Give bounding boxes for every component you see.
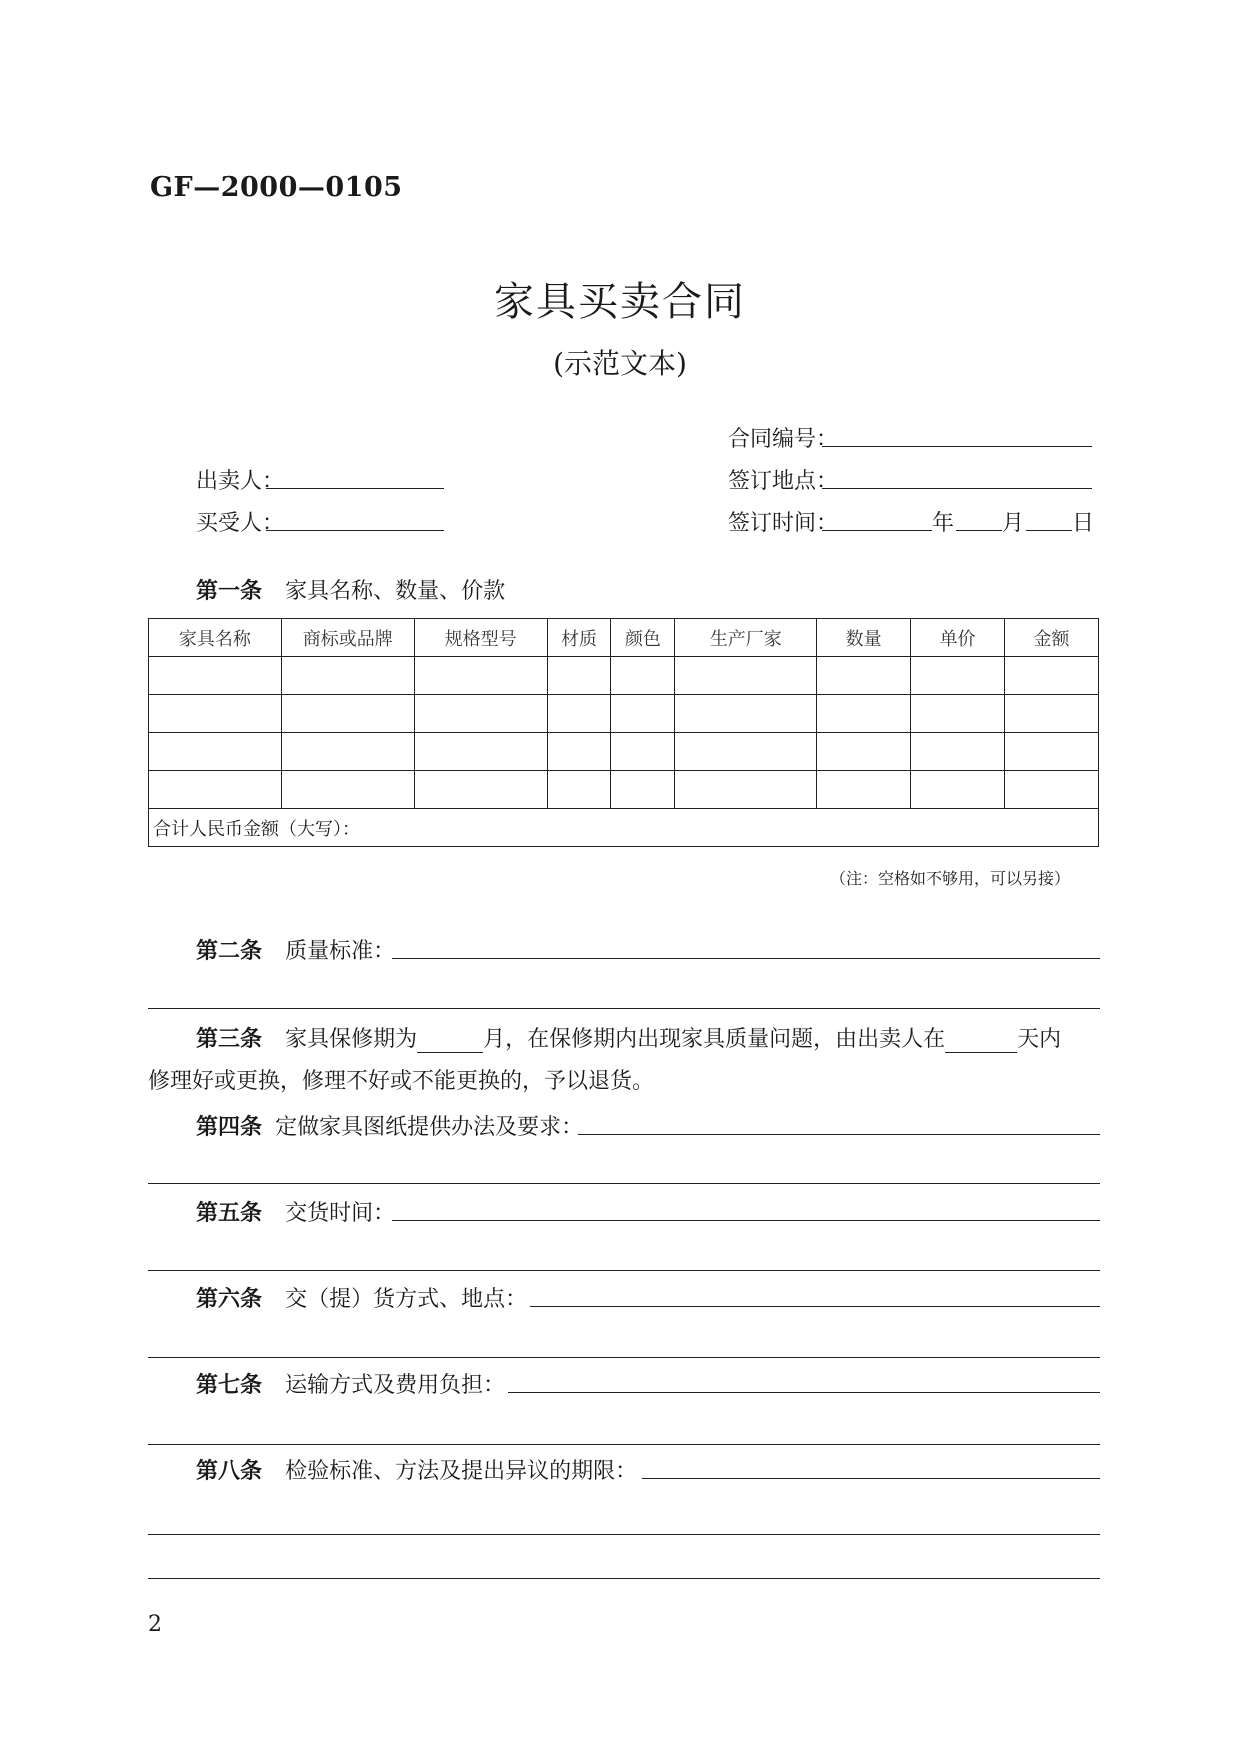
article-3-text-d: 修理好或更换，修理不好或不能更换的，予以退货。: [148, 1069, 655, 1094]
article-4-text: 定做家具图纸提供办法及要求：: [275, 1115, 584, 1140]
article-5-text: 交货时间：: [285, 1201, 396, 1226]
seller-label: 出卖人：: [196, 469, 285, 494]
table-header-cell: 商标或品牌: [281, 619, 414, 657]
table-cell[interactable]: [675, 657, 817, 695]
table-cell[interactable]: [414, 771, 547, 809]
article-5-label: 第五条: [196, 1200, 263, 1226]
page-number: 2: [148, 1612, 162, 1637]
table-row: [149, 695, 1099, 733]
article-4-blank[interactable]: [578, 1134, 1100, 1135]
year-label: 年: [932, 511, 955, 536]
sign-place-blank[interactable]: [822, 488, 1092, 489]
table-cell[interactable]: [1005, 657, 1099, 695]
goods-table: [148, 618, 1099, 847]
table-cell[interactable]: [281, 657, 414, 695]
table-header-cell: 生产厂家: [675, 619, 817, 657]
article-3-text-c: 天内: [1017, 1027, 1062, 1052]
table-header-cell: 规格型号: [414, 619, 547, 657]
table-cell[interactable]: [911, 657, 1005, 695]
table-header-cell: 家具名称: [149, 619, 282, 657]
table-cell[interactable]: [675, 695, 817, 733]
table-cell[interactable]: [911, 771, 1005, 809]
article-2-blank[interactable]: [392, 958, 1100, 959]
document-title: 家具买卖合同: [494, 279, 746, 325]
article-8-blank[interactable]: [642, 1478, 1100, 1479]
article-4-label: 第四条: [196, 1114, 263, 1140]
table-cell[interactable]: [817, 695, 911, 733]
table-cell[interactable]: [611, 733, 675, 771]
article-8-text: 检验标准、方法及提出异议的期限：: [285, 1459, 638, 1484]
article-7-blank-line-2[interactable]: [148, 1444, 1100, 1445]
table-cell[interactable]: [547, 695, 611, 733]
table-cell[interactable]: [149, 695, 282, 733]
table-cell[interactable]: [414, 657, 547, 695]
article-7: [196, 1368, 505, 1399]
article-7-text: 运输方式及费用负担：: [285, 1373, 506, 1398]
article-8: [196, 1454, 637, 1485]
month-label: 月: [1002, 511, 1025, 536]
table-cell[interactable]: [675, 771, 817, 809]
article-3-label: 第三条: [196, 1026, 263, 1052]
table-header-cell: 金额: [1005, 619, 1099, 657]
article-2-text: 质量标准：: [285, 939, 396, 964]
article-6: [196, 1282, 527, 1313]
article-1-label: 第一条: [196, 578, 263, 604]
article-2-label: 第二条: [196, 938, 263, 964]
article-6-blank-line-2[interactable]: [148, 1357, 1100, 1358]
contract-no-blank[interactable]: [822, 446, 1092, 447]
table-note: （注：空格如不够用，可以另接）: [830, 869, 1071, 888]
table-cell[interactable]: [149, 771, 282, 809]
table-cell[interactable]: [675, 733, 817, 771]
day-label: 日: [1072, 511, 1095, 536]
total-amount-cell[interactable]: 合计人民币金额（大写）：: [149, 809, 1099, 847]
table-cell[interactable]: [547, 771, 611, 809]
article-7-label: 第七条: [196, 1372, 263, 1398]
table-cell[interactable]: [547, 733, 611, 771]
table-cell[interactable]: [817, 771, 911, 809]
table-cell[interactable]: [611, 695, 675, 733]
table-cell[interactable]: [1005, 733, 1099, 771]
article-1: [196, 574, 505, 605]
article-8-label: 第八条: [196, 1458, 263, 1484]
table-header-cell: 数量: [817, 619, 911, 657]
article-6-blank[interactable]: [530, 1306, 1100, 1307]
sign-year-blank[interactable]: [822, 530, 932, 531]
table-cell[interactable]: [547, 657, 611, 695]
article-4-blank-line-2[interactable]: [148, 1183, 1100, 1184]
article-7-blank[interactable]: [508, 1392, 1100, 1393]
sign-month-blank[interactable]: [956, 530, 1002, 531]
table-cell[interactable]: [611, 657, 675, 695]
table-header-row: [149, 619, 1099, 657]
article-5-blank-line-2[interactable]: [148, 1270, 1100, 1271]
table-cell[interactable]: [611, 771, 675, 809]
table-header-cell: 颜色: [611, 619, 675, 657]
article-6-text: 交（提）货方式、地点：: [285, 1287, 528, 1312]
buyer-label: 买受人：: [196, 511, 285, 536]
article-1-text: 家具名称、数量、价款: [285, 579, 506, 604]
form-code: GF—2000—0105: [150, 172, 403, 203]
article-4: [196, 1110, 583, 1141]
table-cell[interactable]: [1005, 695, 1099, 733]
article-6-label: 第六条: [196, 1286, 263, 1312]
table-cell[interactable]: [911, 733, 1005, 771]
table-cell[interactable]: [414, 695, 547, 733]
article-3: [196, 1022, 1061, 1053]
table-header-cell: 材质: [547, 619, 611, 657]
contract-no-label: 合同编号：: [728, 427, 839, 452]
article-5-blank[interactable]: [392, 1220, 1100, 1221]
table-row: [149, 657, 1099, 695]
table-cell[interactable]: [817, 733, 911, 771]
repair-days-blank[interactable]: [945, 1030, 1017, 1053]
warranty-months-blank[interactable]: [417, 1030, 483, 1053]
sign-time-label: 签订时间：: [728, 511, 839, 536]
article-3-text-b: 月，在保修期内出现家具质量问题，由出卖人在: [483, 1027, 946, 1052]
table-row: [149, 771, 1099, 809]
article-3-text-a: 家具保修期为: [285, 1027, 418, 1052]
table-row: [149, 733, 1099, 771]
table-cell[interactable]: [911, 695, 1005, 733]
seller-blank[interactable]: [266, 488, 444, 489]
table-cell[interactable]: [149, 733, 282, 771]
article-2-blank-line-2[interactable]: [148, 1008, 1100, 1009]
table-cell[interactable]: [1005, 771, 1099, 809]
table-cell[interactable]: [281, 733, 414, 771]
document-subtitle: (示范文本): [553, 347, 687, 380]
sign-place-label: 签订地点：: [728, 469, 839, 494]
table-total-row: [149, 809, 1099, 847]
table-cell[interactable]: [281, 695, 414, 733]
table-cell[interactable]: [281, 771, 414, 809]
table-header-cell: 单价: [911, 619, 1005, 657]
buyer-blank[interactable]: [266, 530, 444, 531]
article-8-blank-line-2[interactable]: [148, 1534, 1100, 1535]
article-2: [196, 934, 395, 965]
table-cell[interactable]: [149, 657, 282, 695]
sign-day-blank[interactable]: [1026, 530, 1072, 531]
table-cell[interactable]: [414, 733, 547, 771]
article-8-blank-line-3[interactable]: [148, 1578, 1100, 1579]
table-cell[interactable]: [817, 657, 911, 695]
article-5: [196, 1196, 395, 1227]
